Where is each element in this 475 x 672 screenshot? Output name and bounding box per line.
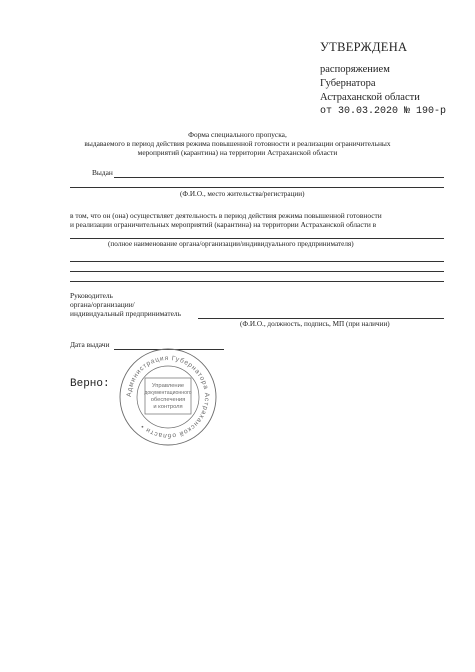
stamp-box-line-4: и контроля [153,404,183,410]
issued-caption: (Ф.И.О., место жительства/регистрации) [180,190,305,198]
verno-label: Верно: [70,378,110,390]
stamp-box-line-3: обеспечения [150,397,186,403]
issued-line [114,177,444,178]
form-heading-2: выдаваемого в период действия режима повышенной готовности и реализации ограничительных [84,139,391,148]
head-line [198,318,444,319]
approval-line-1: распоряжением [320,64,390,75]
head-caption: (Ф.И.О., должность, подпись, МП (при наличии) [240,320,390,328]
org-line-3 [70,271,444,272]
head-label-1: Руководитель [70,291,113,300]
approval-line-3: Астраханской области [320,92,420,103]
official-stamp [118,347,218,447]
stamp-box-line-2: документационного [144,390,192,396]
head-label-3: индивидуальный предприниматель [70,309,181,318]
issued-line-2 [70,187,444,188]
form-heading-3: мероприятий (карантина) на территории Астраханской области [137,148,338,157]
org-line-4 [70,281,444,282]
date-label: Дата выдачи [70,340,110,349]
org-line-1 [70,238,444,239]
form-heading-1: Форма специального пропуска, [188,130,287,139]
issued-label: Выдан [92,168,113,177]
org-line-2 [70,261,444,262]
activity-text-2: и реализации ограничительных мероприятий (карантина) на территории Астраханской области в [70,220,377,229]
activity-text-1: в том, что он (она) осуществляет деятельность в период действия режима повышенной готовности [70,211,382,220]
stamp-box-line-1: Управление [151,383,185,389]
org-caption: (полное наименование органа/организации/индивидуального предпринимателя) [108,240,354,248]
head-label-2: органа/организации/ [70,300,135,309]
approval-order-number: от 30.03.2020 № 190-р [320,106,447,117]
approval-line-2: Губернатора [320,78,376,89]
stamp-ring-text: Администрация Губернатора Астраханской области • [125,354,211,440]
approval-title: УТВЕРЖДЕНА [320,40,408,54]
